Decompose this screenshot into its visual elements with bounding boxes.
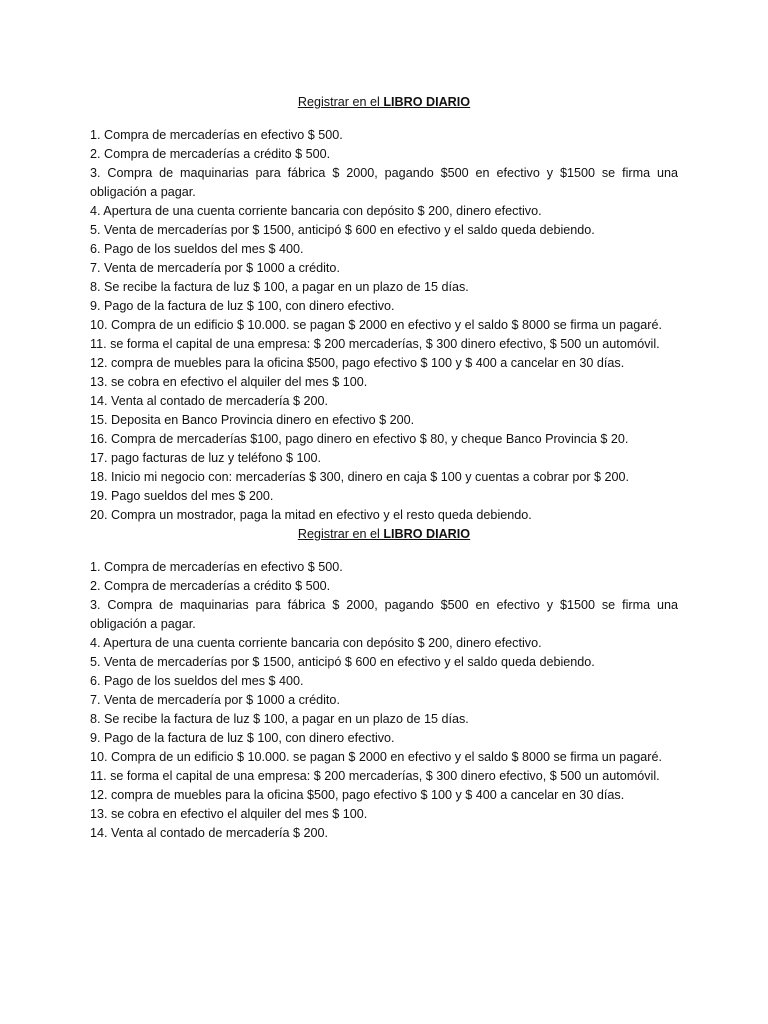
list-item: 19. Pago sueldos del mes $ 200. [90,489,274,503]
list-item: 2. Compra de mercaderías a crédito $ 500. [90,147,331,161]
exercise-list [90,126,678,525]
list-item: 3. Compra de maquinarias para fábrica $ 2000, pagando $500 en efectivo y $1500 se firma una obligación a pagar. [90,166,678,199]
list-item: 13. se cobra en efectivo el alquiler del mes $ 100. [90,375,368,389]
section-title-bold: LIBRO DIARIO [383,527,471,541]
list-item: 17. pago facturas de luz y teléfono $ 100. [90,451,322,465]
exercise-section [90,93,678,525]
section-title-text [298,527,470,541]
list-item: 15. Deposita en Banco Provincia dinero en efectivo $ 200. [90,413,415,427]
list-item: 12. compra de muebles para la oficina $500, pago efectivo $ 100 y $ 400 a cancelar en 30 días. [90,788,625,802]
list-item: 5. Venta de mercaderías por $ 1500, anticipó $ 600 en efectivo y el saldo queda debiendo. [90,655,595,669]
list-item: 6. Pago de los sueldos del mes $ 400. [90,674,304,688]
list-item: 8. Se recibe la factura de luz $ 100, a pagar en un plazo de 15 días. [90,280,469,294]
list-item: 1. Compra de mercaderías en efectivo $ 500. [90,560,343,574]
list-item: 4. Apertura de una cuenta corriente bancaria con depósito $ 200, dinero efectivo. [90,636,542,650]
section-title-bold: LIBRO DIARIO [383,95,471,109]
list-item: 13. se cobra en efectivo el alquiler del mes $ 100. [90,807,368,821]
list-item: 12. compra de muebles para la oficina $500, pago efectivo $ 100 y $ 400 a cancelar en 30 días. [90,356,625,370]
list-item: 4. Apertura de una cuenta corriente bancaria con depósito $ 200, dinero efectivo. [90,204,542,218]
section-title-text [298,95,470,109]
list-item: 9. Pago de la factura de luz $ 100, con dinero efectivo. [90,299,395,313]
list-item: 9. Pago de la factura de luz $ 100, con dinero efectivo. [90,731,395,745]
list-item: 7. Venta de mercadería por $ 1000 a crédito. [90,261,340,275]
section-title-prefix: Registrar en el [297,527,384,541]
list-item: 11. se forma el capital de una empresa: $ 200 mercaderías, $ 300 dinero efectivo, $ 500 un automóvil. [90,769,660,783]
exercise-list [90,558,678,843]
list-item: 14. Venta al contado de mercadería $ 200. [90,826,329,840]
list-item: 5. Venta de mercaderías por $ 1500, anticipó $ 600 en efectivo y el saldo queda debiendo. [90,223,595,237]
list-item: 20. Compra un mostrador, paga la mitad en efectivo y el resto queda debiendo. [90,508,532,522]
list-item: 10. Compra de un edificio $ 10.000. se pagan $ 2000 en efectivo y el saldo $ 8000 se firma un pagaré. [90,318,663,332]
list-item: 1. Compra de mercaderías en efectivo $ 500. [90,128,343,142]
list-item: 18. Inicio mi negocio con: mercaderías $ 300, dinero en caja $ 100 y cuentas a cobrar por $ 200. [90,470,630,484]
section-title [90,93,678,112]
section-title [90,525,678,544]
list-item: 6. Pago de los sueldos del mes $ 400. [90,242,304,256]
exercise-section [90,525,678,843]
list-item: 11. se forma el capital de una empresa: $ 200 mercaderías, $ 300 dinero efectivo, $ 500 un automóvil. [90,337,660,351]
list-item: 3. Compra de maquinarias para fábrica $ 2000, pagando $500 en efectivo y $1500 se firma una obligación a pagar. [90,598,678,631]
list-item: 2. Compra de mercaderías a crédito $ 500. [90,579,331,593]
list-item: 16. Compra de mercaderías $100, pago dinero en efectivo $ 80, y cheque Banco Provincia $ 20. [90,432,629,446]
list-item: 14. Venta al contado de mercadería $ 200. [90,394,329,408]
list-item: 7. Venta de mercadería por $ 1000 a crédito. [90,693,340,707]
list-item: 8. Se recibe la factura de luz $ 100, a pagar en un plazo de 15 días. [90,712,469,726]
document-page [90,93,678,843]
list-item: 10. Compra de un edificio $ 10.000. se pagan $ 2000 en efectivo y el saldo $ 8000 se firma un pagaré. [90,750,663,764]
section-title-prefix: Registrar en el [297,95,384,109]
